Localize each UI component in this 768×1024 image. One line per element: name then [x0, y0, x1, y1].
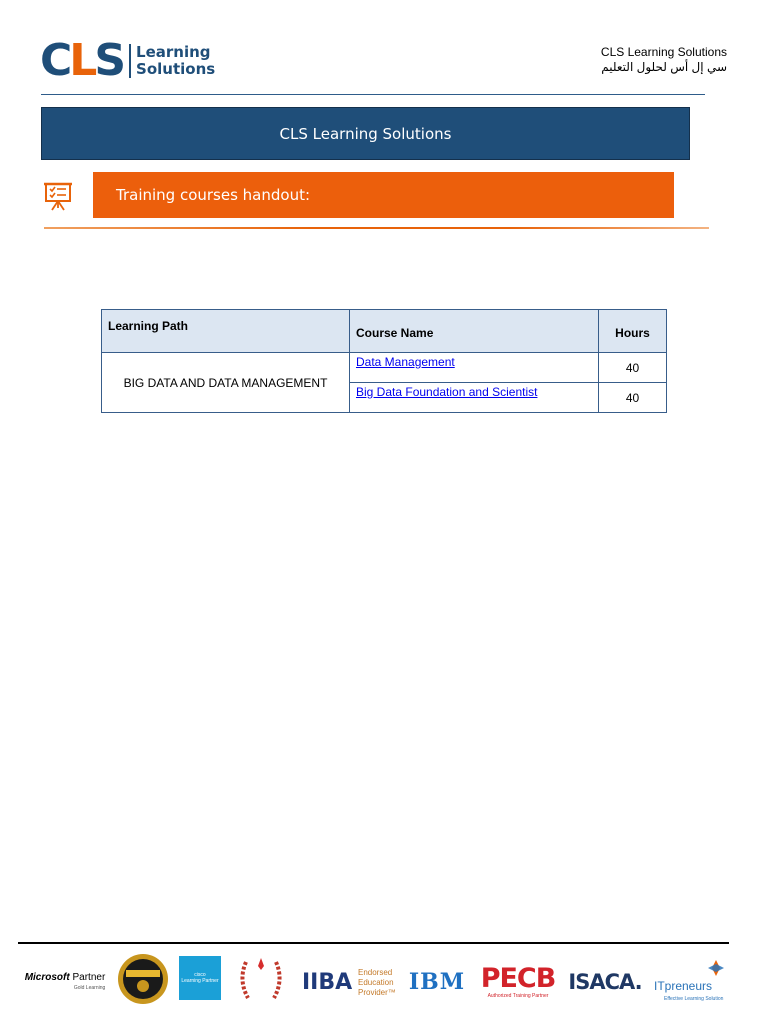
isaca-logo: ISACA.	[568, 970, 642, 994]
section-heading: Training courses handout:	[93, 172, 674, 218]
logo-line1: Learning	[136, 43, 211, 61]
pecb-logo	[482, 962, 554, 1002]
course-link-data-management[interactable]: Data Management	[356, 355, 455, 369]
itpreneurs-sub: Effective Learning Solution	[664, 996, 724, 1002]
ms-sub: Gold Learning	[73, 985, 106, 991]
cisco-word: cisco	[194, 972, 206, 978]
courses-table	[101, 309, 667, 413]
table-header-row	[102, 310, 667, 353]
iiba-line1: Endorsed	[358, 968, 393, 977]
huawei-laurel-icon	[234, 952, 288, 1006]
footer-divider	[18, 942, 729, 944]
ms-partner-word: Partner	[72, 972, 106, 983]
logo-mark: CLS	[40, 35, 124, 86]
pecb-sub: Authorized Training Partner	[487, 993, 549, 999]
header-hours: Hours	[599, 310, 667, 353]
pecb-wordmark: PECB	[480, 963, 556, 994]
logo-divider	[129, 44, 131, 78]
section-divider	[44, 227, 709, 229]
iiba-line2: Education	[358, 978, 394, 987]
ibm-logo: IBM	[408, 969, 466, 995]
page-title: CLS Learning Solutions	[41, 107, 690, 160]
cls-logo	[40, 35, 216, 86]
header-learning-path: Learning Path	[102, 310, 350, 353]
iiba-line3: Provider™	[358, 988, 396, 997]
course-link-big-data-foundation[interactable]: Big Data Foundation and Scientist	[356, 385, 538, 399]
hours-cell: 40	[599, 383, 667, 413]
microsoft-partner-logo	[22, 968, 108, 998]
itpreneurs-logo	[652, 956, 734, 1004]
itpreneurs-wordmark: ITpreneurs	[654, 979, 713, 993]
header-divider	[41, 94, 705, 95]
learning-path-cell: BIG DATA AND DATA MANAGEMENT	[102, 353, 350, 413]
cisco-logo	[179, 956, 221, 1000]
table-row	[102, 353, 667, 383]
cisco-sub: Learning Partner	[181, 978, 219, 984]
partner-logos	[20, 952, 738, 1008]
iiba-wordmark: IIBA	[302, 970, 353, 995]
company-name-en: CLS Learning Solutions	[600, 45, 727, 59]
header-company	[601, 45, 727, 75]
logo-text	[136, 44, 215, 78]
course-cell	[350, 353, 599, 383]
iiba-logo	[302, 964, 398, 1002]
hours-cell: 40	[599, 353, 667, 383]
logo-line2: Solutions	[136, 60, 216, 78]
presentation-board-icon	[44, 181, 72, 211]
course-cell	[350, 383, 599, 413]
ec-council-seal-icon	[116, 952, 170, 1006]
ms-word: Microsoft	[24, 972, 70, 983]
header-course-name: Course Name	[350, 310, 599, 353]
company-name-ar: سي إل أس لحلول التعليم	[601, 60, 727, 74]
